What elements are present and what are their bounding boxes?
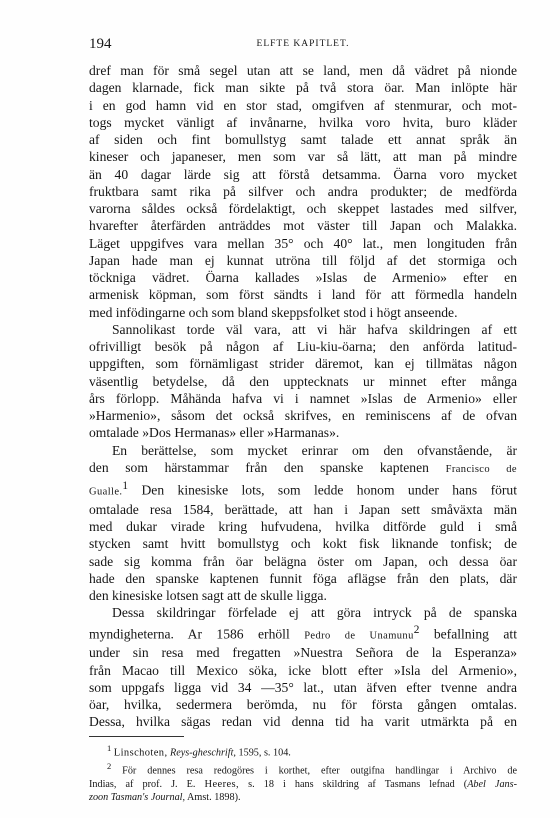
text-segment: myndigheterna. Ar 1586 erhöll <box>89 626 290 642</box>
body-text <box>89 62 517 731</box>
text-line: fruktbara samt rika på silfver och andra produkter; de medförda <box>89 183 517 199</box>
text-line: togs mycket vänligt af invånarne, hvilka voro hvita, buro kläder <box>89 114 517 130</box>
text-line <box>89 622 517 645</box>
text-segment: Den kinesiske lots, som ledde honom under hans förut <box>141 482 517 498</box>
footnote-2-line <box>89 791 517 805</box>
text-line: från Macao till Mexico söka, icke blott efter »Isla del Armenio», <box>89 662 517 678</box>
text-line: hvarefter återfärden anträddes mot väster till Japan och Malakka. <box>89 218 517 234</box>
person-name: Pedro de Unamunu <box>304 630 414 642</box>
text-line: som uppgafs ligga vid 34 —35° lat., utan äfven efter tvenne andra <box>89 679 517 695</box>
person-name: Francisco de <box>445 463 517 475</box>
text-segment: Amst. 1898). <box>187 792 241 804</box>
text-line: uppgiften, som förnämligast strider däremot, kan ej tillmätas någon <box>89 356 517 372</box>
work-title: Reys-gheschrift, <box>170 747 236 759</box>
text-line: En berättelse, som mycket erinrar om den ofvanstående, är <box>112 442 517 458</box>
footnote-mark: 2 <box>413 623 420 636</box>
text-line: armenisk köpman, som först sändts i land för att förmedla handeln <box>89 287 517 303</box>
text-segment: 1595, s. 104. <box>238 747 291 759</box>
text-line <box>89 478 517 501</box>
text-line: väsentlig betydelse, då den upptecknats ur minnet efter många <box>89 373 517 389</box>
text-line: än 40 dagar lärde sig att förstå detsamma. Öarna voro mycket <box>89 166 517 182</box>
text-line: varorna såldes också fördelaktigt, och skeppet lastades med silfver, <box>89 201 517 216</box>
text-line: ofrivilligt besök på någon af Liu-kiu-öarna; den anförda latitud- <box>89 339 517 354</box>
text-line: den kinesiske lotsen sagt att de skulle ligga. <box>89 588 327 604</box>
text-line: under sin resa med fregatten »Nuestra Señora de la Esperanza» <box>89 645 517 661</box>
text-line: sade sig komma från öar belägna öster om Japan, och dessa öar <box>89 553 517 569</box>
text-segment: För dennes resa redogöres i korthet, efter outgifna handlingar i Archivo de <box>122 765 517 777</box>
text-line: Sannolikast torde väl vara, att vi här hafva skildringen af ett <box>112 321 517 337</box>
text-line: dref man för små segel utan att se land, men då vädret på nionde <box>89 63 517 78</box>
text-line: med infödingarne och som bland skeppsfolket stod i högt anseende. <box>89 304 458 320</box>
footnote-1 <box>89 742 517 760</box>
footnote-number: 1 <box>107 743 112 753</box>
page-header <box>89 36 517 56</box>
author-name: Linschoten, <box>113 747 168 759</box>
page-number: 194 <box>89 36 112 52</box>
text-line: »Harmenio», såsom det också skrifves, en reminiscens af de ofvan <box>89 408 517 423</box>
text-line: med dukar virade kring hufvudena, hvilka ditförde guld i små <box>89 519 517 535</box>
text-line: dagen klarnade, fick man sikte på två stora öar. Man inlöpte här <box>89 80 517 96</box>
text-line: i en god hamn vid en stor stad, omgifven af stenmurar, och mot- <box>89 97 517 113</box>
text-segment: den som härstammar från den spanske kaptenen <box>89 459 429 475</box>
text-segment: befallning att <box>433 626 517 642</box>
footnote-2-line <box>89 778 517 792</box>
text-line: af siden och fint bomullstyg samt talade ett annat språk än <box>89 132 517 147</box>
text-line: Läget uppgifves vara mellan 35° och 40° lat., men longituden från <box>89 235 517 251</box>
work-title: Abel Jans- <box>467 778 517 790</box>
running-head: ELFTE KAPITLET. <box>256 39 350 49</box>
text-line: omtalade »Dos Hermanas» eller »Harmanas». <box>89 425 340 441</box>
text-segment: Indias, af prof. J. E. <box>89 778 196 790</box>
text-line: stycken samt hvitt bomullstyg och kokt fisk liknande tonfisk; de <box>89 536 517 552</box>
text-line: öar, hvilka, sedermera berömda, nu för första gången omtalas. <box>89 697 517 713</box>
text-line: hade den spanske kaptenen funnit föga aflägse från den plats, där <box>89 570 517 586</box>
text-line: omtalade resa 1584, berättade, att han i Japan sett småväxta män <box>89 501 517 517</box>
footnotes <box>89 742 517 805</box>
footnote-mark: 1 <box>122 480 129 492</box>
text-line <box>89 459 517 478</box>
author-name: Heeres, <box>204 778 240 790</box>
person-name: Gualle. <box>89 486 123 498</box>
text-segment: s. 18 i hans skildring af Tasmans lefnad ( <box>248 778 468 790</box>
text-line: Dessa skildringar förfelade ej att göra intryck på de spanska <box>112 605 517 621</box>
footnote-number: 2 <box>107 760 112 771</box>
text-line: års förlopp. Måhända hafva vi i namnet »Islas de Armenio» eller <box>89 390 517 406</box>
work-title: zoon Tasman's Journal, <box>89 792 186 804</box>
footnote-2-line <box>89 760 517 778</box>
footnote-divider <box>89 736 184 737</box>
text-line: Japan hade man ej kunnat utröna till följd af det stormiga och <box>89 252 517 268</box>
text-line: töckniga vädret. Öarna kallades »Islas de Armenio» efter en <box>89 270 517 285</box>
text-line: Dessa, hvilka sägas redan vid denna tid ha varit utmärkta på en <box>89 714 517 730</box>
text-line: kineser och japaneser, men som var så lätt, att man på mindre <box>89 149 517 165</box>
